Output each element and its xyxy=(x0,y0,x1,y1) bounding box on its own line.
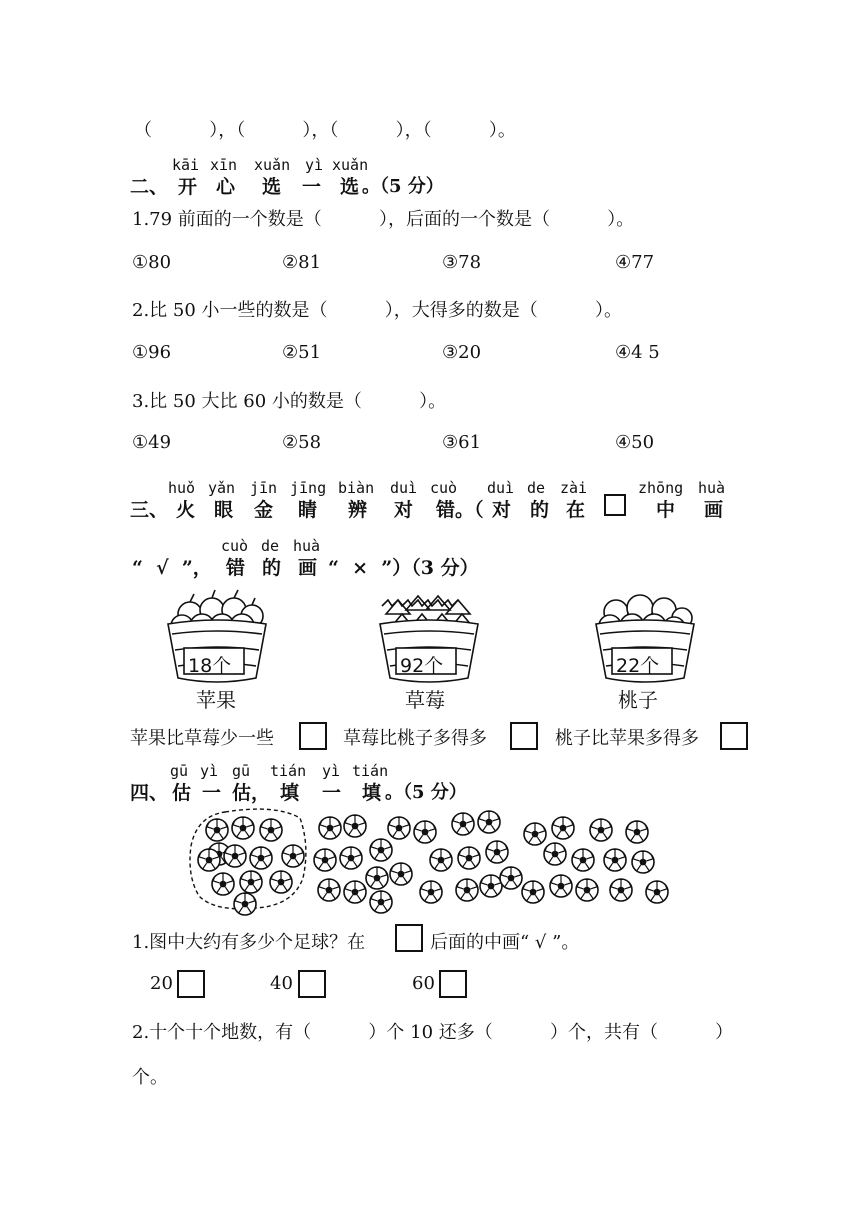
section-score: 。（5 分） xyxy=(385,782,467,803)
hanzi: 的 xyxy=(530,499,550,521)
basket-count: 92个 xyxy=(400,655,444,677)
pinyin: huǒ xyxy=(168,479,196,497)
question-2-1: 1.79 前面的一个数是（ ），后面的一个数是（ ）。 xyxy=(132,209,635,230)
soccer-ball-icon xyxy=(486,841,508,863)
section-number: 三、 xyxy=(130,499,169,521)
pinyin: de xyxy=(261,537,280,555)
soccer-ball-icon xyxy=(480,875,502,897)
top-blanks-line: （ ），（ ），（ ），（ ）。 xyxy=(134,120,516,141)
soccer-ball-icon xyxy=(319,817,341,839)
option: ④50 xyxy=(615,432,655,453)
soccer-ball-icon xyxy=(270,871,292,893)
soccer-ball-icon xyxy=(370,839,392,861)
hanzi: 填 xyxy=(280,782,300,804)
hanzi: 对 xyxy=(394,499,414,521)
example-box xyxy=(395,924,423,952)
soccer-ball-icon xyxy=(646,881,668,903)
soccer-ball-icon xyxy=(344,881,366,903)
answer-box[interactable] xyxy=(720,722,748,750)
soccer-ball-icon xyxy=(390,863,412,885)
statement: 苹果比草莓少一些 xyxy=(130,728,274,749)
soccer-ball-icon xyxy=(552,817,574,839)
soccer-ball-icon xyxy=(282,845,304,867)
hanzi: 心 xyxy=(216,176,236,198)
statement: 桃子比苹果多得多 xyxy=(555,728,699,749)
choice-label: 60 xyxy=(412,973,435,994)
option: ②81 xyxy=(282,252,322,273)
soccer-ball-icon xyxy=(550,875,572,897)
pinyin: yì xyxy=(200,762,219,780)
basket-name: 桃子 xyxy=(618,688,658,712)
soccer-ball-icon xyxy=(478,811,500,833)
soccer-ball-icon xyxy=(632,851,654,873)
answer-box[interactable] xyxy=(299,722,327,750)
soccer-ball-icon xyxy=(522,881,544,903)
soccer-ball-icon xyxy=(344,815,366,837)
soccer-ball-icon xyxy=(370,891,392,913)
basket-name: 草莓 xyxy=(405,688,445,712)
pinyin: xīn xyxy=(210,156,238,174)
hanzi: 辨 xyxy=(348,499,368,521)
option: ①96 xyxy=(132,342,172,363)
hanzi: 对 xyxy=(492,499,512,521)
hanzi: 填 xyxy=(362,782,382,804)
question-text: 后面的中画“ √ ”。 xyxy=(430,932,580,953)
pinyin: biàn xyxy=(338,479,375,497)
pinyin: huà xyxy=(698,479,726,497)
soccer-ball-icon xyxy=(260,819,282,841)
hanzi: 选 xyxy=(340,176,360,198)
hanzi: 眼 xyxy=(214,499,234,521)
pinyin: de xyxy=(527,479,546,497)
pinyin: yì xyxy=(322,762,341,780)
soccer-ball-icon xyxy=(524,823,546,845)
pinyin: gū xyxy=(170,762,189,780)
tick-mark-text: “ √ ”， xyxy=(132,557,212,579)
soccer-ball-icon xyxy=(414,821,436,843)
option: ③20 xyxy=(442,342,482,363)
soccer-ball-icon xyxy=(500,867,522,889)
pinyin: tián xyxy=(352,762,389,780)
hanzi: 画 xyxy=(298,557,318,579)
question-text: 1.图中大约有多少个足球？在 xyxy=(132,932,366,953)
soccer-ball-icon xyxy=(456,879,478,901)
choice-label: 20 xyxy=(150,973,173,994)
hanzi: 中 xyxy=(656,499,676,521)
basket-name: 苹果 xyxy=(196,688,236,712)
soccer-ball-icon xyxy=(572,849,594,871)
choice-box[interactable] xyxy=(298,970,326,998)
soccer-ball-icon xyxy=(590,819,612,841)
soccer-ball-icon xyxy=(318,879,340,901)
soccer-ball-icon xyxy=(452,813,474,835)
soccer-ball-icon xyxy=(604,849,626,871)
choice-box[interactable] xyxy=(439,970,467,998)
option: ③61 xyxy=(442,432,482,453)
soccer-ball-icon xyxy=(610,879,632,901)
soccer-ball-icon xyxy=(340,847,362,869)
hanzi: 估， xyxy=(232,782,271,804)
pinyin: zài xyxy=(560,479,588,497)
pinyin: huà xyxy=(293,537,321,555)
soccer-ball-icon xyxy=(366,867,388,889)
soccer-ball-icon xyxy=(430,849,452,871)
hanzi: 画 xyxy=(704,499,724,521)
question-4-2-end: 个。 xyxy=(132,1067,168,1088)
pinyin: tián xyxy=(270,762,307,780)
section-number: 四、 xyxy=(130,782,169,804)
option: ④77 xyxy=(615,252,655,273)
soccer-ball-icon xyxy=(212,873,234,895)
hanzi: 在 xyxy=(566,499,586,521)
pinyin: cuò xyxy=(430,479,458,497)
section-number: 二、 xyxy=(130,176,169,198)
basket-count: 18个 xyxy=(188,655,232,677)
hanzi: 。（ xyxy=(455,499,484,521)
soccer-ball-icon xyxy=(250,847,272,869)
statement: 草莓比桃子多得多 xyxy=(343,728,487,749)
cross-mark-text: “ × ”）（3 分） xyxy=(328,557,479,579)
option: ①80 xyxy=(132,252,172,273)
example-checkbox xyxy=(604,494,626,516)
hanzi: 开 xyxy=(178,176,198,198)
soccer-ball-icon xyxy=(232,817,254,839)
option: ②51 xyxy=(282,342,322,363)
question-2-3: 3.比 50 大比 60 小的数是（ ）。 xyxy=(132,391,447,412)
pinyin: yì xyxy=(305,156,324,174)
soccer-ball-icon xyxy=(576,879,598,901)
pinyin: gū xyxy=(232,762,251,780)
choice-box[interactable] xyxy=(177,970,205,998)
pinyin: duì xyxy=(487,479,515,497)
soccer-ball-icon xyxy=(458,847,480,869)
hanzi: 错 xyxy=(226,557,246,579)
option: ②58 xyxy=(282,432,322,453)
pinyin: jīng xyxy=(290,479,327,497)
option: ③78 xyxy=(442,252,482,273)
hanzi: 睛 xyxy=(298,499,318,521)
hanzi: 一 xyxy=(302,176,322,198)
pinyin: duì xyxy=(390,479,418,497)
pinyin: kāi xyxy=(172,156,200,174)
option: ①49 xyxy=(132,432,172,453)
pinyin: zhōng xyxy=(638,479,684,497)
soccer-ball-icon xyxy=(198,849,220,871)
question-2-2: 2.比 50 小一些的数是（ ），大得多的数是（ ）。 xyxy=(132,300,622,321)
soccer-ball-icon xyxy=(240,871,262,893)
soccer-ball-icon xyxy=(224,845,246,867)
soccer-ball-icon xyxy=(314,849,336,871)
pinyin: yǎn xyxy=(208,479,236,497)
hanzi: 火 xyxy=(176,499,196,521)
soccer-ball-icon xyxy=(420,881,442,903)
pinyin: cuò xyxy=(221,537,249,555)
question-4-2: 2.十个十个地数，有（ ）个 10 还多（ ）个，共有（ ） xyxy=(132,1022,734,1043)
soccer-ball-icon xyxy=(388,817,410,839)
soccer-ball-icon xyxy=(206,819,228,841)
pinyin: xuǎn xyxy=(254,156,291,174)
hanzi: 错 xyxy=(436,499,456,521)
hanzi: 金 xyxy=(254,499,274,521)
hanzi: 一 xyxy=(202,782,222,804)
option: ④4 5 xyxy=(615,342,660,363)
pinyin: xuǎn xyxy=(332,156,369,174)
choice-label: 40 xyxy=(270,973,293,994)
hanzi: 选 xyxy=(262,176,282,198)
hanzi: 一 xyxy=(322,782,342,804)
basket-count: 22个 xyxy=(616,655,660,677)
pinyin: jīn xyxy=(250,479,278,497)
soccer-ball-icon xyxy=(544,843,566,865)
hanzi: 估 xyxy=(172,782,192,804)
soccer-balls-illustration xyxy=(185,806,675,916)
answer-box[interactable] xyxy=(510,722,538,750)
hanzi: 的 xyxy=(262,557,282,579)
section-score: 。（5 分） xyxy=(362,176,444,197)
soccer-ball-icon xyxy=(234,893,256,915)
soccer-ball-icon xyxy=(626,821,648,843)
